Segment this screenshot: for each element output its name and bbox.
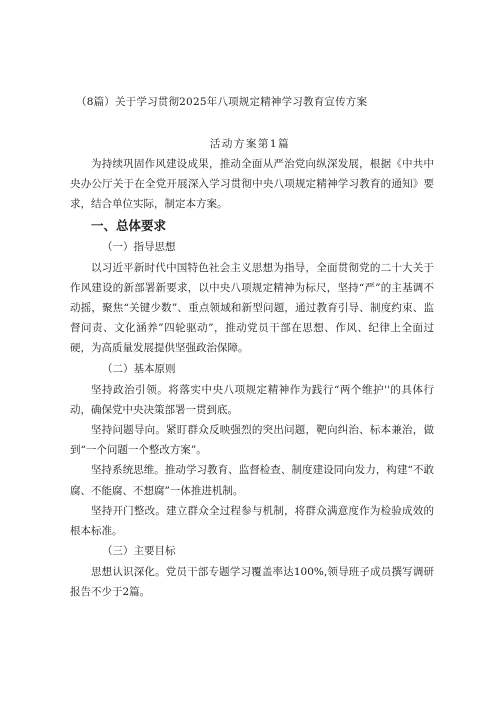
intro-paragraph: 为持续巩固作风建设成果，推动全面从严治党向纵深发展，根据《中共中央办公厅关于在全党开展深入学习贯彻中央八项规定精神学习教育的通知》要求，结合单位实际，制定本方案。	[70, 158, 434, 211]
principle-problem-orientation: 坚持问题导向。紧盯群众反映强烈的突出问题，靶向纠治、标本兼治，做到“一个问题一个整改方案”。	[70, 424, 434, 457]
principle-political-leadership: 坚持政治引领。将落实中央八项规定精神作为践行“两个维护''的具体行动，确保党中央决策部署一贯到底。	[70, 383, 434, 416]
goal-ideological-awareness: 思想认识深化。党员干部专题学习覆盖率达100%,领导班子成员撰写调研报告不少于2篇。	[70, 566, 434, 599]
document-body	[70, 154, 434, 603]
subheading-main-goals: （三）主要目标	[102, 545, 176, 558]
principle-systematic-thinking: 坚持系统思维。推动学习教育、监督检查、制度建设同向发力，构建“不敢腐、不能腐、不想腐”一体推进机制。	[70, 464, 434, 497]
subheading-guiding-ideology: （一）指导思想	[102, 240, 176, 253]
heading-general-requirements: 一、总体要求	[91, 217, 167, 233]
document-title: （8篇）关于学习贯彻2025年八项规定精神学习教育宣传方案	[76, 96, 368, 108]
section-title: 活动方案第1篇	[209, 138, 291, 150]
guiding-ideology-paragraph: 以习近平新时代中国特色社会主义思想为指导，全面贯彻党的二十大关于作风建设的新部署新要求，以中央八项规定精神为标尺，坚持“严”的主基调不动摇，聚焦“关键少数”、重点领域和新型问题，通过教育引导、制度约束、监督问责、文化涵养”四轮驱动”，推动党员干部在思想、作风、纪律上全面过硬，为高质量发展提供坚强政治保障。	[70, 261, 434, 355]
subheading-basic-principles: （二）基本原则	[102, 362, 176, 375]
principle-open-rectification: 坚持开门整改。建立群众全过程参与机制，将群众满意度作为检验成效的根本标准。	[70, 504, 434, 538]
